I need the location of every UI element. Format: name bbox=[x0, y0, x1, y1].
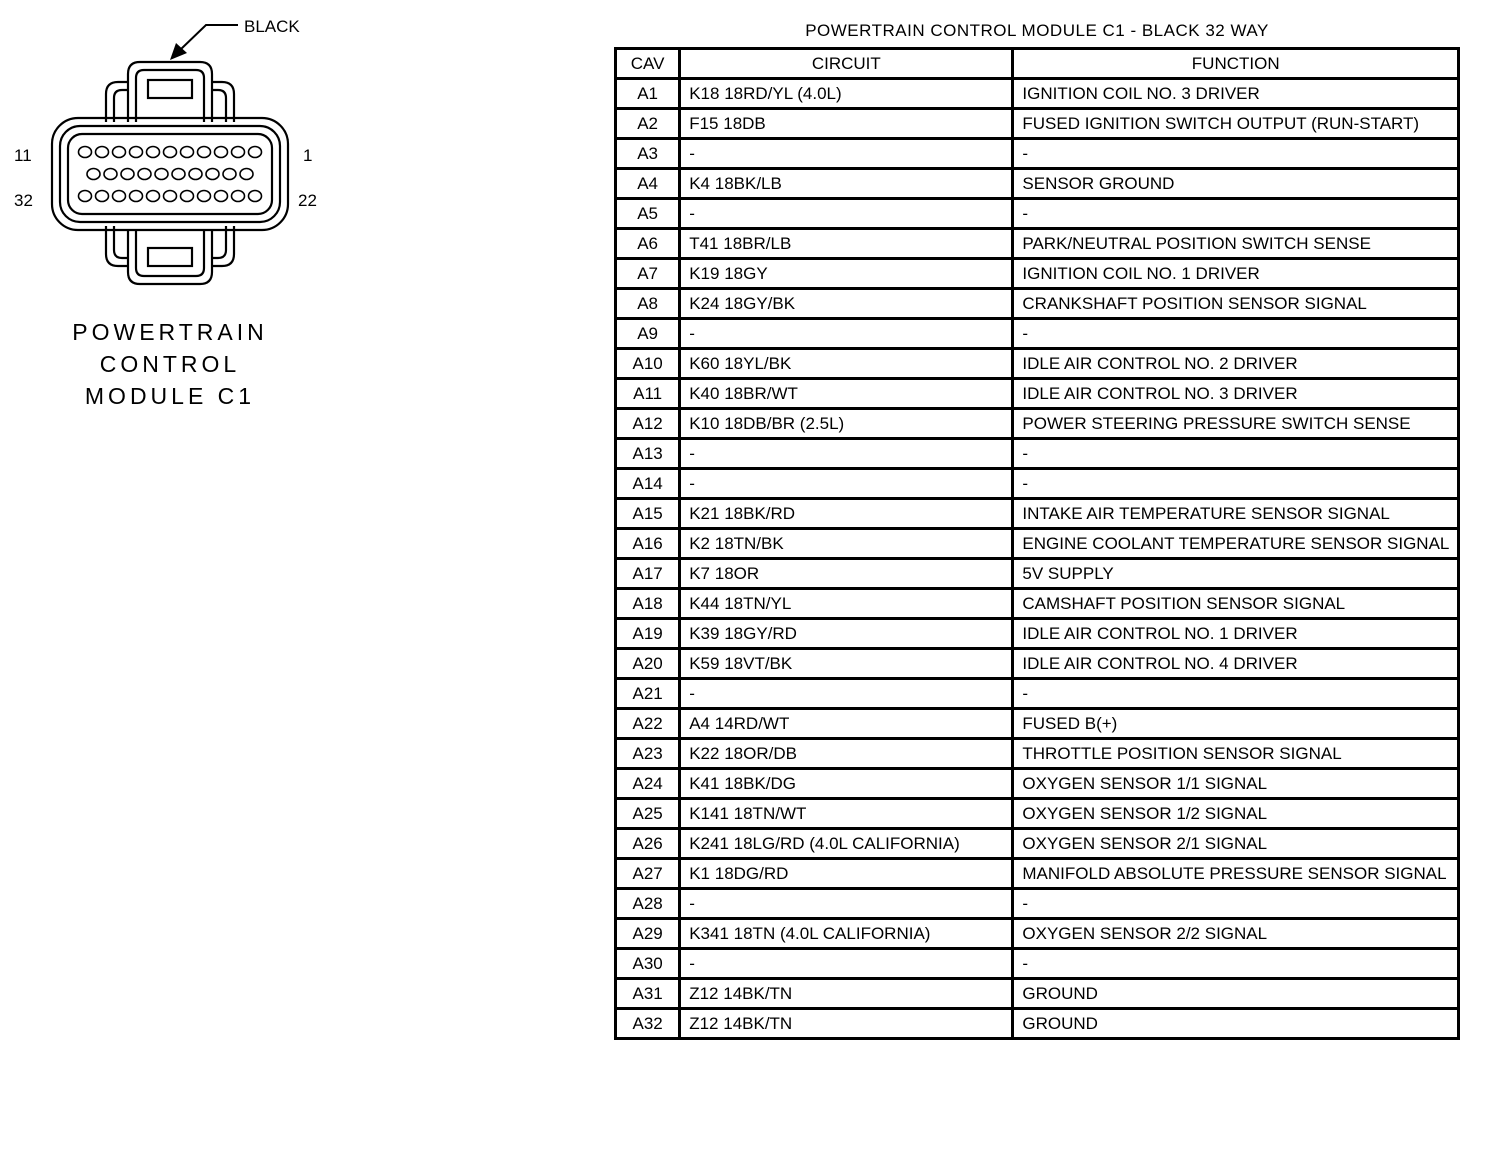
table-row bbox=[616, 709, 1459, 739]
function-cell: OXYGEN SENSOR 1/1 SIGNAL bbox=[1013, 769, 1459, 799]
cav-cell: A11 bbox=[616, 379, 680, 409]
circuit-cell: K21 18BK/RD bbox=[680, 499, 1013, 529]
circuit-cell: - bbox=[680, 889, 1013, 919]
table-row bbox=[616, 439, 1459, 469]
cav-cell: A12 bbox=[616, 409, 680, 439]
cavity-hole bbox=[87, 169, 100, 180]
cav-cell: A19 bbox=[616, 619, 680, 649]
function-cell: OXYGEN SENSOR 1/2 SIGNAL bbox=[1013, 799, 1459, 829]
function-cell: 5V SUPPLY bbox=[1013, 559, 1459, 589]
cav-cell: A7 bbox=[616, 259, 680, 289]
function-cell: GROUND bbox=[1013, 1009, 1459, 1039]
cav-cell: A14 bbox=[616, 469, 680, 499]
function-cell: IDLE AIR CONTROL NO. 2 DRIVER bbox=[1013, 349, 1459, 379]
cav-cell: A5 bbox=[616, 199, 680, 229]
table-row bbox=[616, 499, 1459, 529]
table-row bbox=[616, 469, 1459, 499]
table-row bbox=[616, 379, 1459, 409]
connector-diagram bbox=[0, 0, 340, 420]
cavity-hole bbox=[79, 191, 92, 202]
function-cell: IDLE AIR CONTROL NO. 3 DRIVER bbox=[1013, 379, 1459, 409]
cav-cell: A26 bbox=[616, 829, 680, 859]
cav-cell: A2 bbox=[616, 109, 680, 139]
cavity-hole bbox=[198, 191, 211, 202]
table-title: POWERTRAIN CONTROL MODULE C1 - BLACK 32 WAY bbox=[805, 21, 1269, 40]
table-row bbox=[616, 769, 1459, 799]
circuit-cell: K59 18VT/BK bbox=[680, 649, 1013, 679]
circuit-cell: K7 18OR bbox=[680, 559, 1013, 589]
cavity-hole bbox=[206, 169, 219, 180]
table-row bbox=[616, 649, 1459, 679]
cav-cell: A18 bbox=[616, 589, 680, 619]
circuit-cell: K141 18TN/WT bbox=[680, 799, 1013, 829]
function-cell: INTAKE AIR TEMPERATURE SENSOR SIGNAL bbox=[1013, 499, 1459, 529]
cav-cell: A8 bbox=[616, 289, 680, 319]
table-row bbox=[616, 319, 1459, 349]
circuit-cell: K39 18GY/RD bbox=[680, 619, 1013, 649]
cavity-hole bbox=[240, 169, 253, 180]
pinout-table bbox=[614, 47, 1460, 1040]
table-row bbox=[616, 799, 1459, 829]
table-row bbox=[616, 559, 1459, 589]
cavity-hole bbox=[130, 147, 143, 158]
circuit-cell: K341 18TN (4.0L CALIFORNIA) bbox=[680, 919, 1013, 949]
cavity-hole bbox=[79, 147, 92, 158]
function-cell: OXYGEN SENSOR 2/2 SIGNAL bbox=[1013, 919, 1459, 949]
circuit-cell: - bbox=[680, 199, 1013, 229]
circuit-cell: F15 18DB bbox=[680, 109, 1013, 139]
cavity-hole bbox=[223, 169, 236, 180]
pin-label-top-right: 1 bbox=[303, 146, 313, 165]
function-cell: - bbox=[1013, 679, 1459, 709]
cavity-hole bbox=[147, 191, 160, 202]
circuit-cell: Z12 14BK/TN bbox=[680, 979, 1013, 1009]
cav-cell: A24 bbox=[616, 769, 680, 799]
color-pointer-arrow bbox=[170, 25, 238, 60]
table-header-row bbox=[616, 49, 1459, 79]
circuit-cell: K44 18TN/YL bbox=[680, 589, 1013, 619]
circuit-cell: - bbox=[680, 469, 1013, 499]
cav-cell: A10 bbox=[616, 349, 680, 379]
cav-cell: A15 bbox=[616, 499, 680, 529]
cav-cell: A27 bbox=[616, 859, 680, 889]
cavity-hole bbox=[96, 191, 109, 202]
connector-name-line: CONTROL bbox=[99, 351, 241, 377]
circuit-cell: K24 18GY/BK bbox=[680, 289, 1013, 319]
table-row bbox=[616, 169, 1459, 199]
function-cell: - bbox=[1013, 889, 1459, 919]
cav-cell: A3 bbox=[616, 139, 680, 169]
cav-cell: A21 bbox=[616, 679, 680, 709]
function-cell: CAMSHAFT POSITION SENSOR SIGNAL bbox=[1013, 589, 1459, 619]
cavity-hole bbox=[189, 169, 202, 180]
function-cell: - bbox=[1013, 469, 1459, 499]
function-cell: - bbox=[1013, 199, 1459, 229]
cavity-hole bbox=[249, 191, 262, 202]
cavity-hole bbox=[215, 147, 228, 158]
cavity-hole bbox=[113, 191, 126, 202]
function-cell: IDLE AIR CONTROL NO. 1 DRIVER bbox=[1013, 619, 1459, 649]
circuit-cell: - bbox=[680, 679, 1013, 709]
cavity-hole bbox=[172, 169, 185, 180]
table-row bbox=[616, 79, 1459, 109]
cav-cell: A23 bbox=[616, 739, 680, 769]
function-cell: MANIFOLD ABSOLUTE PRESSURE SENSOR SIGNAL bbox=[1013, 859, 1459, 889]
cavity-hole bbox=[113, 147, 126, 158]
cavity-hole bbox=[181, 191, 194, 202]
table-row bbox=[616, 199, 1459, 229]
table-row bbox=[616, 1009, 1459, 1039]
function-cell: IDLE AIR CONTROL NO. 4 DRIVER bbox=[1013, 649, 1459, 679]
circuit-cell: K18 18RD/YL (4.0L) bbox=[680, 79, 1013, 109]
function-cell: CRANKSHAFT POSITION SENSOR SIGNAL bbox=[1013, 289, 1459, 319]
cav-cell: A17 bbox=[616, 559, 680, 589]
header-circuit: CIRCUIT bbox=[680, 49, 1013, 79]
cavity-hole bbox=[198, 147, 211, 158]
cavity-hole bbox=[147, 147, 160, 158]
cav-cell: A29 bbox=[616, 919, 680, 949]
circuit-cell: K22 18OR/DB bbox=[680, 739, 1013, 769]
table-row bbox=[616, 859, 1459, 889]
cav-cell: A4 bbox=[616, 169, 680, 199]
circuit-cell: K10 18DB/BR (2.5L) bbox=[680, 409, 1013, 439]
cav-cell: A13 bbox=[616, 439, 680, 469]
cav-cell: A25 bbox=[616, 799, 680, 829]
function-cell: IGNITION COIL NO. 1 DRIVER bbox=[1013, 259, 1459, 289]
cavity-holes bbox=[79, 147, 262, 202]
connector-name bbox=[40, 316, 300, 412]
pin-label-top-left: 11 bbox=[14, 146, 32, 165]
pinout-table-body bbox=[616, 79, 1459, 1039]
cavity-hole bbox=[121, 169, 134, 180]
table-row bbox=[616, 889, 1459, 919]
cavity-hole bbox=[232, 147, 245, 158]
circuit-cell: K40 18BR/WT bbox=[680, 379, 1013, 409]
table-row bbox=[616, 229, 1459, 259]
function-cell: FUSED IGNITION SWITCH OUTPUT (RUN-START) bbox=[1013, 109, 1459, 139]
function-cell: - bbox=[1013, 439, 1459, 469]
table-row bbox=[616, 139, 1459, 169]
circuit-cell: K241 18LG/RD (4.0L CALIFORNIA) bbox=[680, 829, 1013, 859]
cavity-hole bbox=[249, 147, 262, 158]
cavity-hole bbox=[104, 169, 117, 180]
function-cell: - bbox=[1013, 949, 1459, 979]
table-row bbox=[616, 109, 1459, 139]
pin-label-bottom-left: 32 bbox=[14, 191, 33, 210]
table-row bbox=[616, 409, 1459, 439]
circuit-cell: K60 18YL/BK bbox=[680, 349, 1013, 379]
cavity-hole bbox=[215, 191, 228, 202]
circuit-cell: K41 18BK/DG bbox=[680, 769, 1013, 799]
cav-cell: A28 bbox=[616, 889, 680, 919]
cav-cell: A1 bbox=[616, 79, 680, 109]
table-row bbox=[616, 349, 1459, 379]
connector-name-line: POWERTRAIN bbox=[72, 319, 268, 345]
function-cell: - bbox=[1013, 319, 1459, 349]
table-row bbox=[616, 739, 1459, 769]
function-cell: OXYGEN SENSOR 2/1 SIGNAL bbox=[1013, 829, 1459, 859]
function-cell: IGNITION COIL NO. 3 DRIVER bbox=[1013, 79, 1459, 109]
cav-cell: A32 bbox=[616, 1009, 680, 1039]
circuit-cell: Z12 14BK/TN bbox=[680, 1009, 1013, 1039]
table-row bbox=[616, 619, 1459, 649]
circuit-cell: - bbox=[680, 949, 1013, 979]
function-cell: ENGINE COOLANT TEMPERATURE SENSOR SIGNAL bbox=[1013, 529, 1459, 559]
cav-cell: A31 bbox=[616, 979, 680, 1009]
table-row bbox=[616, 679, 1459, 709]
cav-cell: A6 bbox=[616, 229, 680, 259]
cavity-hole bbox=[138, 169, 151, 180]
table-row bbox=[616, 979, 1459, 1009]
cavity-hole bbox=[164, 191, 177, 202]
table-row bbox=[616, 949, 1459, 979]
table-row bbox=[616, 259, 1459, 289]
cavity-hole bbox=[130, 191, 143, 202]
header-cav: CAV bbox=[616, 49, 680, 79]
cavity-hole bbox=[155, 169, 168, 180]
function-cell: THROTTLE POSITION SENSOR SIGNAL bbox=[1013, 739, 1459, 769]
table-row bbox=[616, 829, 1459, 859]
circuit-cell: - bbox=[680, 319, 1013, 349]
circuit-cell: K19 18GY bbox=[680, 259, 1013, 289]
table-row bbox=[616, 589, 1459, 619]
cav-cell: A20 bbox=[616, 649, 680, 679]
function-cell: - bbox=[1013, 139, 1459, 169]
cavity-hole bbox=[181, 147, 194, 158]
cav-cell: A30 bbox=[616, 949, 680, 979]
circuit-cell: K2 18TN/BK bbox=[680, 529, 1013, 559]
table-row bbox=[616, 529, 1459, 559]
circuit-cell: K1 18DG/RD bbox=[680, 859, 1013, 889]
circuit-cell: - bbox=[680, 439, 1013, 469]
cavity-hole bbox=[164, 147, 177, 158]
table-row bbox=[616, 919, 1459, 949]
function-cell: SENSOR GROUND bbox=[1013, 169, 1459, 199]
connector-name-line: MODULE C1 bbox=[84, 383, 256, 409]
connector-outline bbox=[0, 0, 340, 300]
circuit-cell: A4 14RD/WT bbox=[680, 709, 1013, 739]
circuit-cell: K4 18BK/LB bbox=[680, 169, 1013, 199]
function-cell: PARK/NEUTRAL POSITION SWITCH SENSE bbox=[1013, 229, 1459, 259]
cav-cell: A9 bbox=[616, 319, 680, 349]
connector-color-label: BLACK bbox=[244, 17, 300, 36]
cavity-hole bbox=[96, 147, 109, 158]
cav-cell: A16 bbox=[616, 529, 680, 559]
circuit-cell: T41 18BR/LB bbox=[680, 229, 1013, 259]
circuit-cell: - bbox=[680, 139, 1013, 169]
header-function: FUNCTION bbox=[1013, 49, 1459, 79]
pin-label-bottom-right: 22 bbox=[298, 191, 317, 210]
cavity-hole bbox=[232, 191, 245, 202]
cav-cell: A22 bbox=[616, 709, 680, 739]
table-row bbox=[616, 289, 1459, 319]
function-cell: POWER STEERING PRESSURE SWITCH SENSE bbox=[1013, 409, 1459, 439]
function-cell: FUSED B(+) bbox=[1013, 709, 1459, 739]
function-cell: GROUND bbox=[1013, 979, 1459, 1009]
